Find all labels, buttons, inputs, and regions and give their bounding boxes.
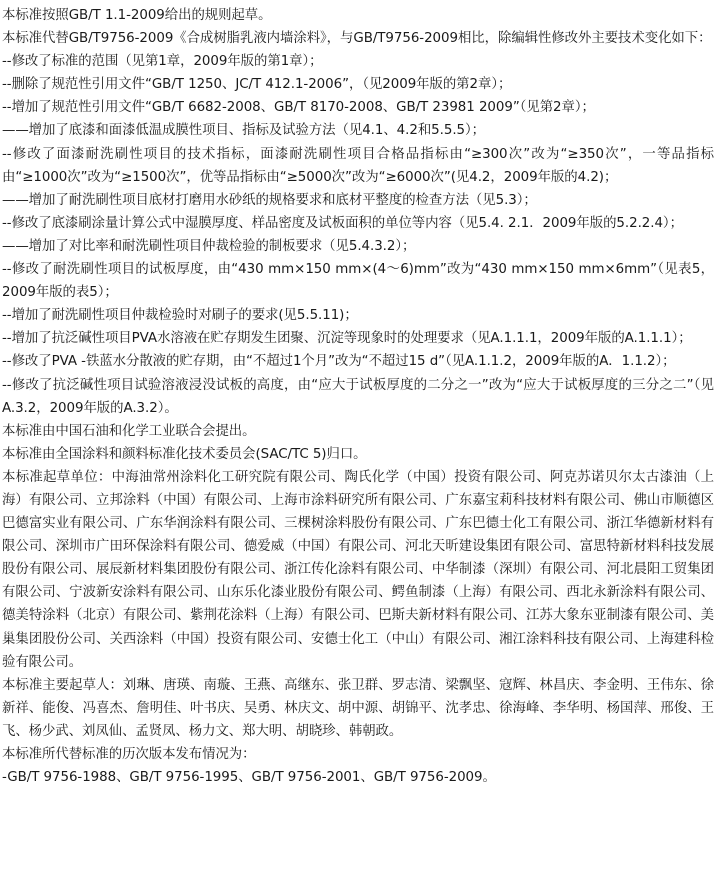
replacement-statement: 本标准代替GB/T9756-2009《合成树脂乳液内墙涂料》，与GB/T9756-2009相比，除编辑性修改外主要技术变化如下： (2, 31, 712, 47)
change-item-pva-solution-handling: --增加了抗泛碱性项目PVA水溶液在贮存期发生团聚、沉淀等现象时的处理要求（见A.1.1.1，2009年版的A.1.1.1）； (2, 331, 692, 347)
change-item-arbitration-panels: ——增加了对比率和耐洗刷性项目仲裁检验的制板要求（见5.4.3.2）； (2, 238, 416, 254)
change-item-sandpaper-spec: ——增加了耐洗刷性项目底材打磨用水砂纸的规格要求和底材平整度的检查方法（见5.3）； (2, 192, 537, 208)
change-item-deleted-references: --删除了规范性引用文件“GB/T 1250、JC/T 412.1-2006”，（见2009年版的第2章）； (2, 77, 512, 93)
proposer-statement: 本标准由中国石油和化学工业联合会提出。 (2, 423, 256, 439)
change-item-primer-formula-units: --修改了底漆刷涂量计算公式中湿膜厚度、样品密度及试板面积的单位等内容（见5.4. 2.1．2009年版的5.2.2.4）； (2, 215, 683, 231)
drafting-organizations: 本标准起草单位：中海油常州涂料化工研究院有限公司、陶氏化学（中国）投资有限公司、阿克苏诺贝尔太古漆油（上海）有限公司、立邦涂料（中国）有限公司、上海市涂料研究所有限公司、广东嘉宝莉科技材料有限公司、佛山市顺德区巴德富实业有限公司、广东华润涂料有限公司、三棵树涂料股份有限公司、广东巴德士化工有限公司、浙江华德新材料有限公司、深圳市广田环保涂料有限公司、德爱威（中国）有限公司、河北天昕建设集团有限公司、富思特新材料科技发展股份有限公司、展辰新材料集团股份有限公司、浙江传化涂料有限公司、中华制漆（深圳）有限公司、河北晨阳工贸集团有限公司、宁波新安涂料有限公司、山东乐化漆业股份有限公司、鳄鱼制漆（上海）有限公司、西北永新涂料有限公司、德美特涂料（北京）有限公司、紫荆花涂料（上海）有限公司、巴斯夫新材料有限公司、江苏大象东亚制漆有限公司、美巢集团股份公司、关西涂料（中国）投资有限公司、安德士化工（中山）有限公司、湘江涂料科技有限公司、上海建科检验有限公司。 (2, 469, 714, 670)
previous-editions-heading: 本标准所代替标准的历次版本发布情况为： (2, 747, 256, 762)
main-drafters: 本标准主要起草人：刘琳、唐瑛、南璇、王燕、高继东、张卫群、罗志清、梁飘坚、寇辉、林昌庆、李金明、王伟东、徐新祥、能俊、冯喜杰、詹明佳、叶书庆、吴勇、林庆文、胡中源、胡锦平、沈孝忠、徐海峰、李华明、杨国萍、邢俊、王飞、杨少武、刘凤仙、孟贤凤、杨力文、郑大明、胡晓珍、韩朝政。 (2, 677, 714, 739)
change-item-pva-storage-period: --修改了PVA -铁蓝水分散液的贮存期，由“不超过1个月”改为“不超过15 d”（见A.1.1.2，2009年版的A．1.1.2）； (2, 354, 676, 370)
change-item-panel-thickness: --修改了耐洗刷性项目的试板厚度，由“430 mm×150 mm×(4～6)mm”改为“430 mm×150 mm×6mm”（见表5，2009年版的表5）； (2, 262, 714, 301)
change-item-scrub-resistance-index: --修改了面漆耐洗刷性项目的技术指标，面漆耐洗刷性项目合格品指标由“≥300次”改为“≥350次”，一等品指标由“≥1000次”改为“≥1500次”，优等品指标由“≥5000次”改为“≥6000次”(见4.2，2009年版的4.2)； (2, 146, 714, 185)
change-item-immersion-height: --修改了抗泛碱性项目试验溶液浸没试板的高度，由“应大于试板厚度的二分之一”改为“应大于试板厚度的三分之二”（见A.3.2，2009年版的A.3.2）。 (2, 377, 714, 416)
technical-committee-statement: 本标准由全国涂料和颜料标准化技术委员会(SAC/TC 5)归口。 (2, 446, 367, 462)
change-item-scope: --修改了标准的范围（见第1章，2009年版的第1章）； (2, 54, 323, 70)
change-item-brush-requirement: --增加了耐洗刷性项目仲裁检验时对刷子的要求(见5.5.11)； (2, 308, 358, 324)
change-item-added-references: --增加了规范性引用文件“GB/T 6682-2008、GB/T 8170-2008、GB/T 23981 2009”（见第2章）； (2, 100, 595, 116)
drafting-rules-line: 本标准按照GB/T 1.1-2009给出的规则起草。 (2, 8, 272, 23)
change-item-low-temperature-film: ——增加了底漆和面漆低温成膜性项目、指标及试验方法（见4.1、4.2和5.5.5）； (2, 123, 485, 139)
previous-editions-list: -GB/T 9756-1988、GB/T 9756-1995、GB/T 9756-2001、GB/T 9756-2009。 (2, 770, 496, 786)
